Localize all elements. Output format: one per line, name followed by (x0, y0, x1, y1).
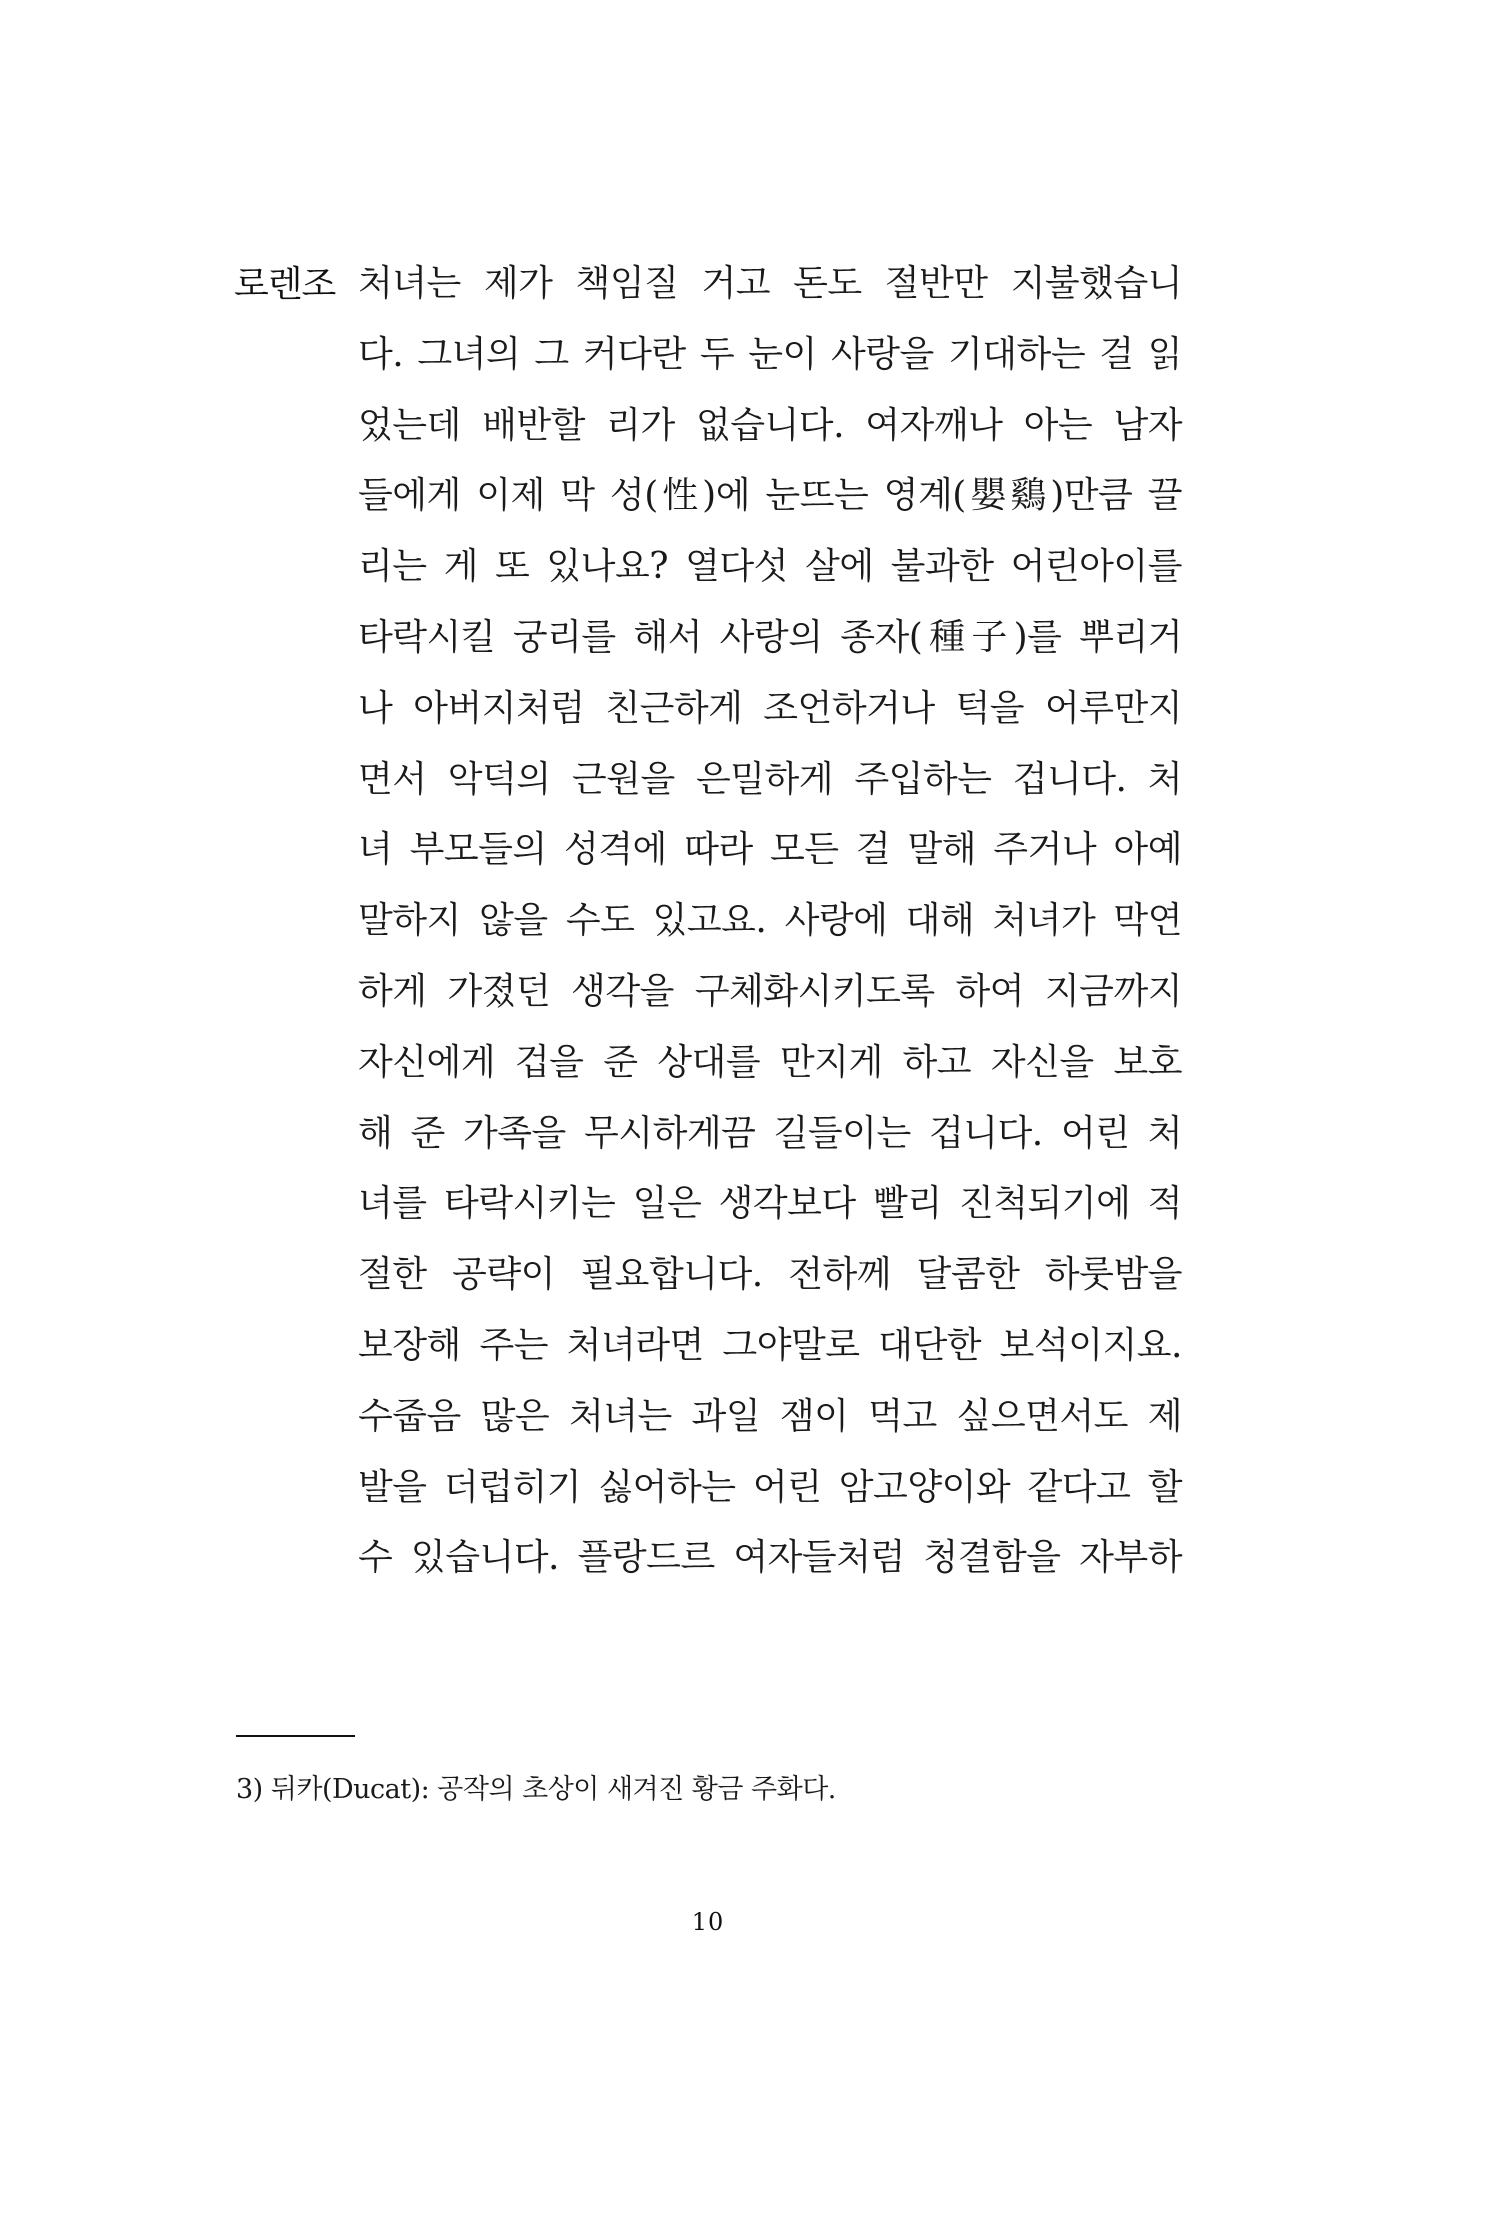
text-line: 면서 악덕의 근원을 은밀하게 주입하는 겁니다. 처 (358, 758, 1182, 800)
text-line: 들에게 이제 막 성(性)에 눈뜨는 영계(嬰鷄)만큼 끌 (358, 475, 1182, 517)
dialogue-text (358, 249, 1182, 1594)
text-line: 절한 공략이 필요합니다. 전하께 달콤한 하룻밤을 (358, 1254, 1182, 1296)
footnote: 3) 뒤카(Ducat): 공작의 초상이 새겨진 황금 주화다. (236, 1774, 836, 1805)
text-line: 녀 부모들의 성격에 따라 모든 걸 말해 주거나 아예 (358, 829, 1182, 871)
speaker-label: 로렌조 (234, 264, 336, 305)
text-line: 었는데 배반할 리가 없습니다. 여자깨나 아는 남자 (358, 404, 1182, 446)
text-line: 타락시킬 궁리를 해서 사랑의 종자(種子)를 뿌리거 (358, 616, 1182, 658)
text-line: 수줍음 많은 처녀는 과일 잼이 먹고 싶으면서도 제 (358, 1395, 1182, 1437)
text-line: 리는 게 또 있나요? 열다섯 살에 불과한 어린아이를 (358, 546, 1182, 588)
text-line: 자신에게 겁을 준 상대를 만지게 하고 자신을 보호 (358, 1041, 1182, 1083)
text-line: 수 있습니다. 플랑드르 여자들처럼 청결함을 자부하 (358, 1537, 1182, 1579)
footnote-divider (236, 1735, 355, 1737)
page-number: 10 (691, 1908, 725, 1936)
text-line: 말하지 않을 수도 있고요. 사랑에 대해 처녀가 막연 (358, 900, 1182, 942)
text-line: 나 아버지처럼 친근하게 조언하거나 턱을 어루만지 (358, 687, 1182, 729)
text-line: 보장해 주는 처녀라면 그야말로 대단한 보석이지요. (358, 1324, 1182, 1366)
text-line: 해 준 가족을 무시하게끔 길들이는 겁니다. 어린 처 (358, 1112, 1182, 1154)
text-line: 처녀는 제가 책임질 거고 돈도 절반만 지불했습니 (358, 263, 1182, 304)
text-line: 녀를 타락시키는 일은 생각보다 빨리 진척되기에 적 (358, 1183, 1182, 1225)
text-line: 하게 가졌던 생각을 구체화시키도록 하여 지금까지 (358, 970, 1182, 1012)
text-line: 다. 그녀의 그 커다란 두 눈이 사랑을 기대하는 걸 읽 (358, 333, 1182, 375)
text-line: 발을 더럽히기 싫어하는 어린 암고양이와 같다고 할 (358, 1466, 1182, 1508)
